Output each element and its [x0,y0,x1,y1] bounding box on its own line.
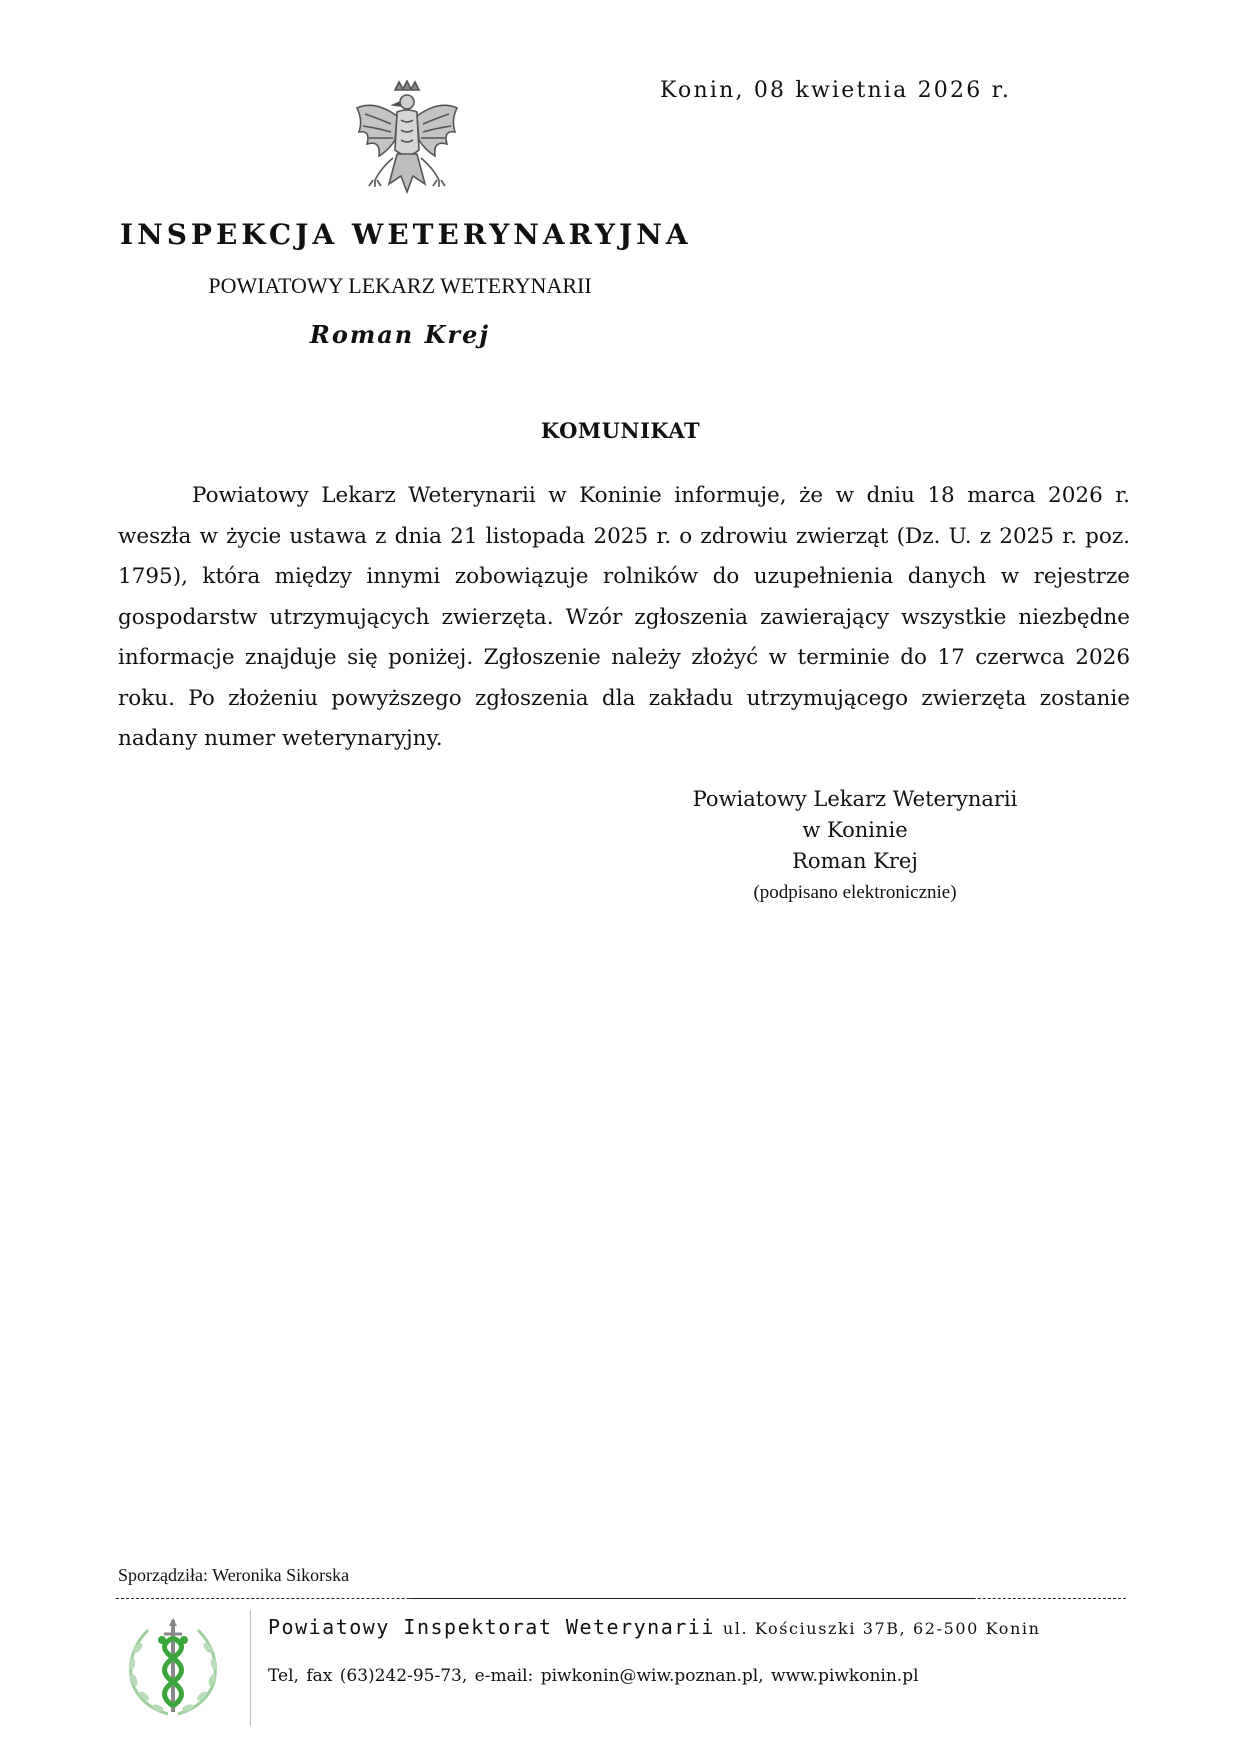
document-date: Konin, 08 kwietnia 2026 r. [660,78,1012,103]
organization-person: Roman Krej [309,320,491,349]
document-body: Powiatowy Lekarz Weterynarii w Koninie informuje, że w dniu 18 marca 2026 r. weszła w życie ustawa z dnia 21 listopada 2025 r. o zdrowiu zwierząt (Dz. U. z 2025 r. poz. 1795), która między innymi zobowiązuje rolników do uzupełnienia danych w rejestrze gospodarstw utrzymujących zwierzęta. Wzór zgłoszenia zawierający wszystkie niezbędne informacje znajduje się poniżej. Zgłoszenie należy złożyć w terminie do 17 czerwca 2026 roku. Po złożeniu powyższego zgłoszenia dla zakładu utrzymującego zwierzęta zostanie nadany numer weterynaryjny. [118,483,1130,751]
footer-contact: Tel, fax (63)242-95-73, e-mail: piwkonin@wiw.poznan.pl, www.piwkonin.pl [268,1666,919,1686]
signature-note: (podpisano elektronicznie) [753,882,957,903]
footer-institution-line [268,1615,1041,1639]
polish-eagle-icon [345,80,470,215]
signature-block [690,784,1020,908]
signature-line-title: Powiatowy Lekarz Weterynarii [692,787,1018,811]
veterinary-caduceus-icon [118,1612,228,1722]
signature-line-name: Roman Krej [792,849,918,873]
organization-title: INSPEKCJA WETERYNARYJNA [120,218,692,251]
document-heading: KOMUNIKAT [540,418,701,443]
prepared-by: Sporządziła: Weronika Sikorska [118,1565,350,1585]
footer-institution: Powiatowy Inspektorat Weterynarii [268,1615,715,1639]
footer-separator-solid [410,1598,975,1599]
organization-subtitle: POWIATOWY LEKARZ WETERYNARII [208,273,592,298]
footer-divider [250,1610,251,1726]
signature-line-location: w Koninie [802,818,908,842]
footer-address: ul. Kościuszki 37B, 62-500 Konin [722,1619,1041,1638]
